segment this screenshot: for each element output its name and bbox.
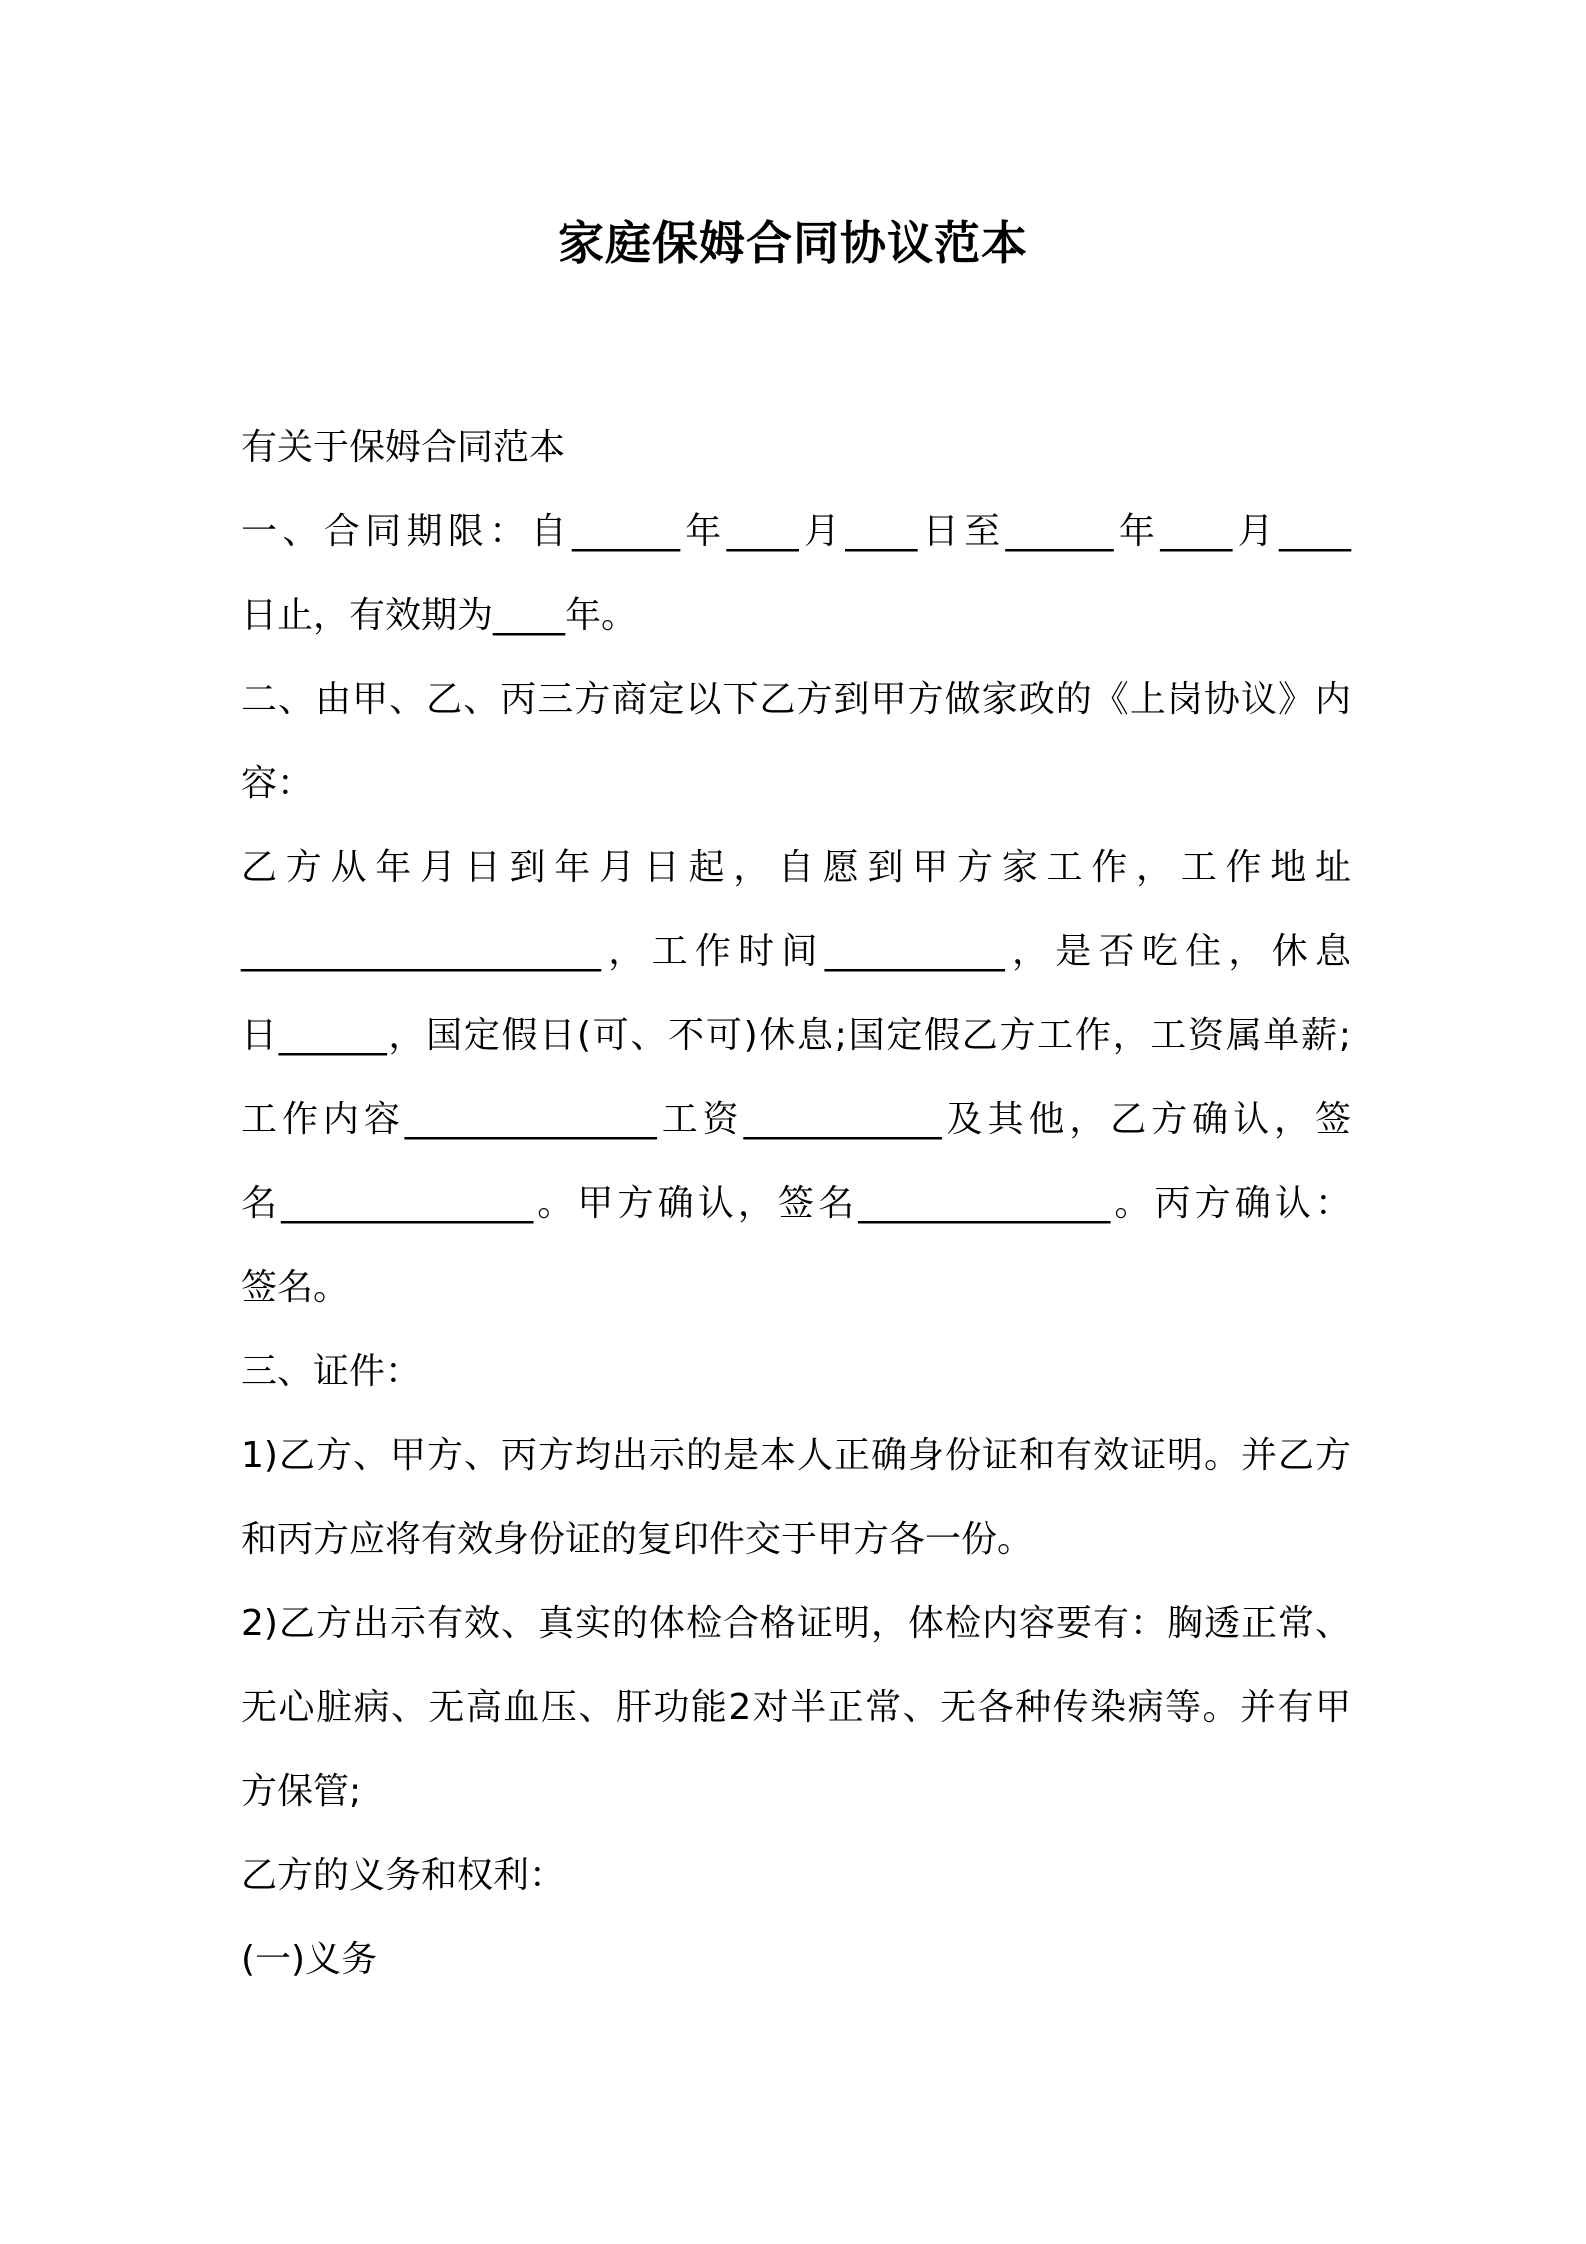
text-line: 无心脏病、无高血压、肝功能2对半正常、无各种传染病等。并有甲 [241,1687,1351,1728]
text-line: 乙方的义务和权利： [241,1855,566,1896]
text-line: 方保管; [241,1771,362,1812]
text-line: 日______，国定假日(可、不可)休息;国定假乙方工作，工资属单薪; [241,1015,1351,1056]
text-line: 2)乙方出示有效、真实的体检合格证明，体检内容要有：胸透正常、 [241,1603,1351,1644]
document-title: 家庭保姆合同协议范本 [558,216,1028,270]
text-line: 容： [241,763,314,804]
text-line: 日止，有效期为____年。 [241,595,638,636]
text-line: 名______________。甲方确认，签名______________。丙方确认： [241,1183,1351,1224]
document-body [241,406,1351,2002]
text-line: (一)义务 [241,1939,378,1980]
text-line: 有关于保姆合同范本 [241,427,566,468]
text-line: 1)乙方、甲方、丙方均出示的是本人正确身份证和有效证明。并乙方 [241,1435,1351,1476]
text-line: 二、由甲、乙、丙三方商定以下乙方到甲方做家政的《上岗协议》内 [241,679,1351,720]
text-line: 签名。 [241,1267,350,1308]
text-line: 和丙方应将有效身份证的复印件交于甲方各一份。 [241,1519,1034,1560]
text-line: 工作内容______________工资___________及其他，乙方确认，签 [241,1099,1351,1140]
text-line: 三、证件： [241,1351,422,1392]
text-line: ____________________，工作时间__________，是否吃住，休息 [241,931,1351,972]
text-line: 乙方从年月日到年月日起，自愿到甲方家工作，工作地址 [241,847,1351,888]
text-line: 一、合同期限：自______年____月____日至______年____月____ [241,511,1351,552]
